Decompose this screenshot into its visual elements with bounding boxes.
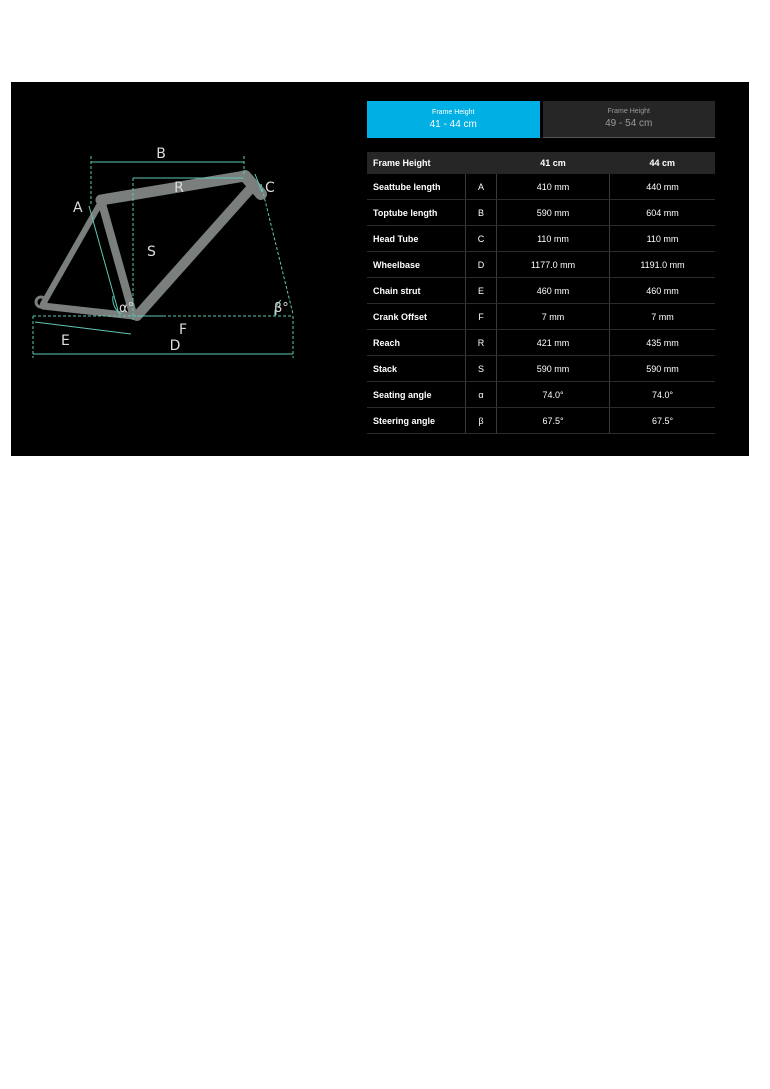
table-row xyxy=(367,200,715,226)
tab-title: Frame Height xyxy=(607,108,650,115)
label-d: D xyxy=(169,338,181,354)
row-value-41: 590 mm xyxy=(497,200,610,226)
row-value-44: 590 mm xyxy=(610,356,716,382)
row-label: Crank Offset xyxy=(367,304,466,330)
row-label: Stack xyxy=(367,356,466,382)
row-value-44: 7 mm xyxy=(610,304,716,330)
row-label: Seating angle xyxy=(367,382,466,408)
tab-frame-41-44[interactable] xyxy=(367,101,540,138)
label-alpha: α° xyxy=(119,301,135,316)
row-value-41: 460 mm xyxy=(497,278,610,304)
tab-title: Frame Height xyxy=(432,108,475,116)
table-header-row xyxy=(367,152,715,174)
row-value-44: 460 mm xyxy=(610,278,716,304)
dimension-labels xyxy=(61,146,289,354)
row-symbol: B xyxy=(466,200,497,226)
row-value-41: 590 mm xyxy=(497,356,610,382)
table-row xyxy=(367,408,715,434)
seat-tube xyxy=(101,200,133,314)
table-row xyxy=(367,356,715,382)
row-symbol: C xyxy=(466,226,497,252)
row-symbol: β xyxy=(466,408,497,434)
row-symbol: E xyxy=(466,278,497,304)
row-symbol: A xyxy=(466,174,497,200)
label-r: R xyxy=(174,180,184,196)
frame-diagram-svg xyxy=(29,144,329,369)
row-label: Seattube length xyxy=(367,174,466,200)
row-label: Reach xyxy=(367,330,466,356)
label-b: B xyxy=(156,146,166,162)
header-size-44: 44 cm xyxy=(610,152,716,174)
row-symbol: D xyxy=(466,252,497,278)
row-value-44: 1191.0 mm xyxy=(610,252,716,278)
row-label: Chain strut xyxy=(367,278,466,304)
row-symbol: α xyxy=(466,382,497,408)
label-beta: β° xyxy=(274,301,289,316)
table-row xyxy=(367,304,715,330)
label-f: F xyxy=(179,322,188,338)
label-a: A xyxy=(73,200,83,216)
table-row xyxy=(367,278,715,304)
row-symbol: F xyxy=(466,304,497,330)
row-value-41: 110 mm xyxy=(497,226,610,252)
row-value-41: 421 mm xyxy=(497,330,610,356)
row-value-41: 67.5° xyxy=(497,408,610,434)
dim-e-line xyxy=(35,322,131,334)
row-value-44: 110 mm xyxy=(610,226,716,252)
row-value-44: 604 mm xyxy=(610,200,716,226)
top-tube xyxy=(101,176,245,200)
steering-axis xyxy=(261,184,293,314)
row-value-41: 1177.0 mm xyxy=(497,252,610,278)
frame-geometry-diagram xyxy=(29,144,329,369)
row-value-44: 67.5° xyxy=(610,408,716,434)
table-row xyxy=(367,252,715,278)
geometry-table xyxy=(367,152,715,434)
row-value-41: 410 mm xyxy=(497,174,610,200)
table-row xyxy=(367,174,715,200)
row-value-44: 74.0° xyxy=(610,382,716,408)
row-value-44: 435 mm xyxy=(610,330,716,356)
tab-frame-49-54[interactable] xyxy=(543,101,716,138)
label-s: S xyxy=(147,244,156,260)
frame-size-tabs xyxy=(367,101,715,138)
row-label: Toptube length xyxy=(367,200,466,226)
header-symbol xyxy=(466,152,497,174)
table-row xyxy=(367,382,715,408)
row-value-41: 74.0° xyxy=(497,382,610,408)
header-size-41: 41 cm xyxy=(497,152,610,174)
row-symbol: R xyxy=(466,330,497,356)
label-e: E xyxy=(61,333,70,349)
row-label: Steering angle xyxy=(367,408,466,434)
table-row xyxy=(367,330,715,356)
table-row xyxy=(367,226,715,252)
tab-range: 49 - 54 cm xyxy=(605,118,653,129)
row-symbol: S xyxy=(466,356,497,382)
tab-range: 41 - 44 cm xyxy=(429,118,477,130)
row-value-41: 7 mm xyxy=(497,304,610,330)
geometry-panel xyxy=(11,82,749,456)
header-frame-height: Frame Height xyxy=(367,152,466,174)
row-value-44: 440 mm xyxy=(610,174,716,200)
label-c: C xyxy=(265,180,275,196)
row-label: Wheelbase xyxy=(367,252,466,278)
row-label: Head Tube xyxy=(367,226,466,252)
